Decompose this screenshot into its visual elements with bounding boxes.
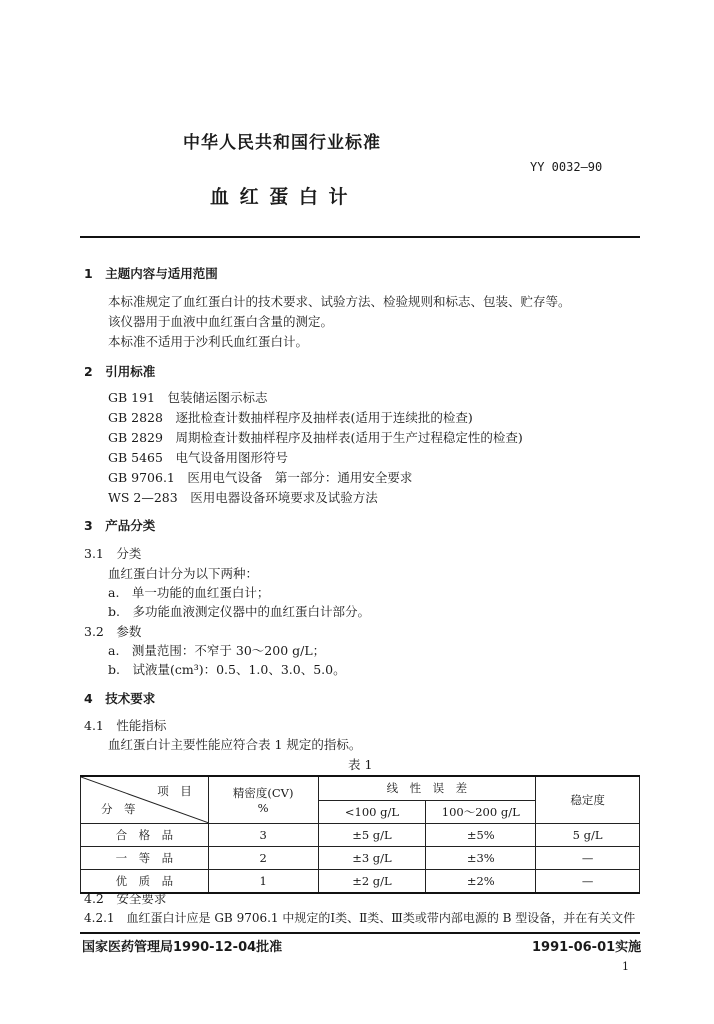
reference-item: GB 9706.1 医用电气设备 第一部分：通用安全要求 [108, 470, 413, 485]
page-number: 1 [622, 960, 629, 973]
reference-item: GB 191 包装储运图示标志 [108, 390, 268, 405]
cell-cv: 1 [208, 870, 318, 894]
section-1-heading: 1 主题内容与适用范围 [84, 266, 218, 281]
cell-high: ±3% [426, 847, 536, 870]
cell-grade: 合 格 品 [81, 824, 209, 847]
header-precision-label: 精密度(CV) [232, 786, 294, 800]
section-4-heading: 4 技术要求 [84, 691, 156, 706]
cell-grade: 优 质 品 [81, 870, 209, 894]
table-caption: 表 1 [348, 757, 373, 772]
header-stability: 稳定度 [536, 776, 640, 824]
cell-stability: 5 g/L [536, 824, 640, 847]
section-3-2-item: b. 试液量(cm³)：0.5、1.0、3.0、5.0。 [108, 662, 346, 677]
section-3-2-item: a. 测量范围：不窄于 30～200 g/L； [108, 643, 326, 658]
footer-rule [80, 932, 640, 934]
section-3-heading: 3 产品分类 [84, 518, 156, 533]
document-title: 血 红 蛋 白 计 [210, 186, 350, 208]
cell-low: ±3 g/L [318, 847, 426, 870]
header-linearity: 线 性 误 差 [318, 776, 536, 800]
header-linearity-high: 100～200 g/L [426, 800, 536, 824]
section-2-heading: 2 引用标准 [84, 364, 156, 379]
effective-date: 1991-06-01实施 [532, 940, 642, 955]
cell-stability: — [536, 870, 640, 894]
header-rule [80, 236, 640, 238]
table-diagonal-header [81, 776, 209, 824]
cell-low: ±2 g/L [318, 870, 426, 894]
header-precision-unit: % [257, 801, 269, 815]
header-linearity-low: <100 g/L [318, 800, 426, 824]
cell-stability: — [536, 847, 640, 870]
section-4-1-heading: 4.1 性能指标 [84, 718, 167, 733]
section-1-line: 本标准不适用于沙利氏血红蛋白计。 [108, 334, 309, 349]
section-3-2-heading: 3.2 参数 [84, 624, 142, 639]
table-row [81, 824, 640, 847]
table-row [81, 847, 640, 870]
cell-high: ±2% [426, 870, 536, 894]
table-row [81, 870, 640, 894]
reference-item: GB 5465 电气设备用图形符号 [108, 450, 288, 465]
cell-grade: 一 等 品 [81, 847, 209, 870]
section-4-1-text: 血红蛋白计主要性能应符合表 1 规定的指标。 [108, 737, 362, 752]
cell-low: ±5 g/L [318, 824, 426, 847]
standard-code: YY 0032—90 [530, 160, 603, 174]
section-3-1-intro: 血红蛋白计分为以下两种： [108, 566, 259, 581]
section-4-2-heading: 4.2 安全要求 [84, 891, 167, 906]
section-4-2-1-text: 4.2.1 血红蛋白计应是 GB 9706.1 中规定的Ⅰ类、Ⅱ类、Ⅲ类或带内部电源的 B 型设备，并在有关文件 [84, 911, 636, 925]
reference-item: GB 2828 逐批检查计数抽样程序及抽样表(适用于连续批的检查) [108, 410, 473, 425]
section-3-1-item: a. 单一功能的血红蛋白计； [108, 585, 270, 600]
cell-high: ±5% [426, 824, 536, 847]
header-precision [208, 776, 318, 824]
section-1-line: 该仪器用于血液中血红蛋白含量的测定。 [108, 314, 334, 329]
performance-table [80, 775, 640, 894]
header-item: 项 目 [157, 784, 192, 798]
cell-cv: 2 [208, 847, 318, 870]
cell-cv: 3 [208, 824, 318, 847]
section-3-1-heading: 3.1 分类 [84, 546, 142, 561]
section-3-1-item: b. 多功能血液测定仪器中的血红蛋白计部分。 [108, 604, 370, 619]
section-1-line: 本标准规定了血红蛋白计的技术要求、试验方法、检验规则和标志、包装、贮存等。 [108, 294, 571, 309]
org-title: 中华人民共和国行业标准 [183, 133, 381, 153]
approval-text: 国家医药管理局1990-12-04批准 [82, 940, 283, 955]
header-grade: 分 等 [101, 802, 136, 816]
reference-item: WS 2—283 医用电器设备环境要求及试验方法 [108, 490, 378, 505]
reference-item: GB 2829 周期检查计数抽样程序及抽样表(适用于生产过程稳定性的检查) [108, 430, 523, 445]
